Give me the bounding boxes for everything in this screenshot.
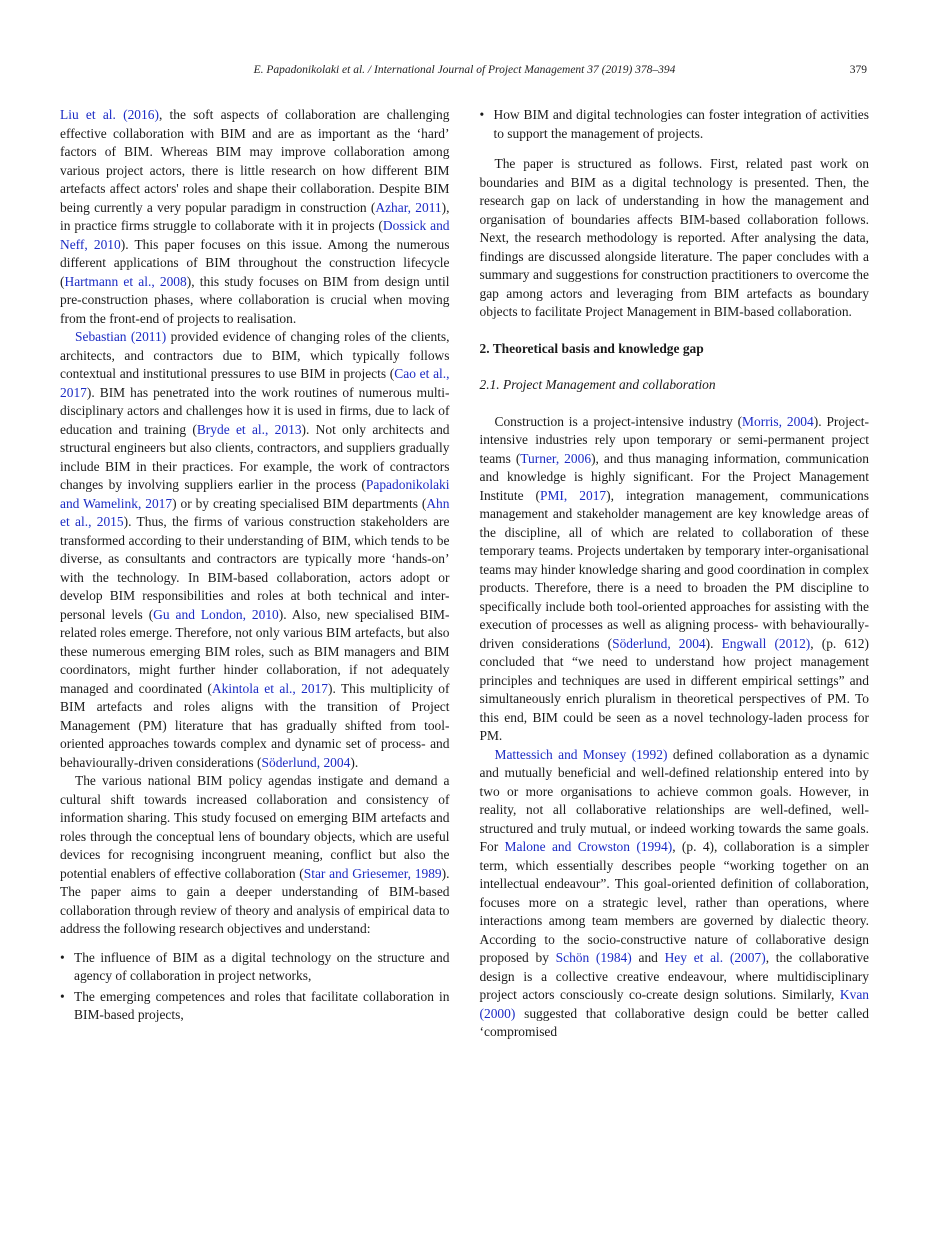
bullet-item (60, 988, 450, 1025)
citation-link[interactable]: PMI, 2017 (540, 487, 607, 503)
citation-link[interactable]: Sebastian (2011) (75, 329, 167, 344)
citation-link[interactable]: Ahn et al., 2015 (60, 495, 450, 529)
citation-link[interactable]: Dossick and Neff, 2010 (60, 218, 450, 252)
citation-link[interactable]: Gu and London, 2010 (153, 606, 279, 622)
text-run: , the collaborative design is a collective creative endeavour, where multidisciplinary project actors consciously co-create design solutions. Similarly, (479, 950, 870, 1002)
right-column (480, 106, 870, 1042)
paragraph (480, 155, 870, 322)
text-run: ), in practice firms struggle to collaborate with it in projects ( (60, 199, 450, 233)
citation-link[interactable]: Hey et al. (2007) (664, 950, 766, 965)
bullet-marker: • (479, 107, 485, 122)
text-run: ). The paper aims to gain a deeper understanding of BIM-based collaboration through review of theory and analysis of empirical data to address the following research objectives and understand: (60, 865, 450, 936)
paragraph (60, 106, 450, 328)
running-header (60, 64, 869, 76)
citation-link[interactable]: Liu et al. (2016) (60, 107, 159, 122)
text-run: ). Project-intensive industries rely upon temporary or semi-permanent project teams ( (479, 413, 869, 466)
citation-link[interactable]: Schön (1984) (555, 950, 632, 965)
text-run: and (631, 950, 665, 965)
text-run: ), integration management, communications management and stakeholder management are key knowledge areas of the discipline, all of which are related to collaboration of these temporary teams. Projects undertaken by temporary inter-organisational teams may hinder knowledge sharing and good coordination in complex products. Therefore, there is a need to broaden the PM discipline to specifically include both tool-oriented approaches for assisting with the execution of processes as well as aligning process- with behaviourally-driven considerations ( (479, 487, 869, 651)
journal-citation: E. Papadonikolaki et al. / International Journal of Project Management 37 (2019) 378–394 (253, 64, 676, 76)
text-run: , the soft aspects of collaboration are challenging effective collaboration with BIM and are as important as the ‘hard’ factors of BIM. Whereas BIM may improve collaboration among various project actors, there is little research on how different BIM artefacts affect actors' roles and shape their collaboration. Despite BIM being currently a very popular paradigm in construction ( (60, 107, 450, 215)
text-run: The paper is structured as follows. First, related past work on boundaries and BIM as a digital technology is presented. Then, the research gap on lack of understanding in how the management and organisation of boundaries affects BIM-based collaboration follows. Next, the research methodology is reported. After analysing the data, findings are discussed alongside literature. The paper concludes with a summary and suggestions for construction practitioners to overcome the gap among actors and leveraging from BIM artefacts as boundary objects to facilitate Project Management in BIM-based collaboration. (479, 156, 869, 319)
text-run: provided evidence of changing roles of the clients, architects, and contractors due to BIM, which typically follows contextual and institutional pressures to use BIM in projects ( (60, 329, 450, 381)
text-run: Construction is a project-intensive industry ( (494, 413, 743, 429)
citation-link[interactable]: Kvan (2000) (479, 987, 869, 1021)
page-number: 379 (849, 64, 867, 76)
citation-link[interactable]: Söderlund, 2004 (261, 754, 351, 770)
bullet-marker: • (60, 988, 65, 1004)
citation-link[interactable]: Akintola et al., 2017 (211, 680, 329, 696)
bullet-text (494, 106, 870, 143)
paragraph (60, 328, 450, 772)
text-run: ). This paper focuses on this issue. Among the numerous different applications of BIM throughout the construction lifecycle ( (60, 236, 450, 289)
bullet-text (74, 949, 450, 986)
text-run: ). (705, 635, 722, 651)
text-run: , (p. 612) concluded that “we need to understand how project management principles and techniques are used in different empirical settings” and simultaneously enrich pluralism in theoretical perspectives of PM. To this end, BIM could be seen as a novel technology-laden process for PM. (479, 635, 869, 743)
bullet-marker: • (60, 949, 65, 965)
paragraph (480, 746, 870, 1042)
bullet-text (74, 988, 450, 1025)
citation-link[interactable]: Morris, 2004 (742, 413, 814, 429)
citation-link[interactable]: Malone and Crowston (1994) (504, 839, 673, 854)
subsection-heading: 2.1. Project Management and collaboration (479, 377, 716, 392)
text-run: ). BIM has penetrated into the work routines of numerous multi-disciplinary actors and challenges how it is used in firms, due to lack of education and training ( (60, 384, 450, 437)
paragraph (60, 772, 450, 939)
text-run: ), this study focuses on BIM from design until pre-construction phases, where collaboration is crucial when moving from the front-end of projects to realisation. (60, 273, 450, 326)
left-column (60, 106, 450, 1042)
text-run: ) or by creating specialised BIM departments ( (172, 495, 427, 511)
text-run: ). This multiplicity of BIM artefacts and roles aligns with the transition of Project Management (PM) literature that has gradually shifted from tool-oriented approaches towards complex and dynamic set of process- and behaviourally-driven considerations ( (60, 680, 450, 770)
text-run: How BIM and digital technologies can foster integration of activities to support the management of projects. (493, 107, 869, 141)
text-run: ). (350, 754, 359, 770)
text-run: ). Not only architects and structural engineers but also clients, contractors, and suppliers gradually include BIM in their practices. For example, the work of contractors changes by involving suppliers earlier in the process ( (60, 421, 450, 492)
bullet-item (60, 949, 450, 986)
text-run: ), and thus managing information, communication and knowledge is highly significant. For the Project Management Institute ( (479, 450, 869, 503)
citation-link[interactable]: Cao et al., 2017 (60, 366, 450, 400)
citation-link[interactable]: Engwall (2012) (721, 635, 811, 651)
citation-link[interactable]: Turner, 2006 (520, 450, 592, 466)
bullet-item (480, 106, 870, 143)
text-run: , (p. 4), collaboration is a simpler term, which essentially describes people “working together on an intellectual endeavour”. This goal-oriented definition of collaboration, focuses more on a strategic level, rather than operations, where interactions among team members are governed by dialectic theory. According to the socio-constructive nature of collaborative design proposed by (479, 839, 869, 965)
text-run: The various national BIM policy agendas instigate and demand a cultural shift towards increased collaboration and consistency of information sharing. This study focused on emerging BIM artefacts and roles through the conceptual lens of boundary objects, which are useful devices for recognising incongruent meaning, conflict but also the potential enablers of effective collaboration ( (60, 773, 450, 881)
text-run: defined collaboration as a dynamic and mutually beneficial and well-defined relationship entered into by two or more organisations to achieve common goals. However, in reality, not all collaborative relationships are well-defined, well-structured and truly mutual, or indeed working towards the same goals. For (479, 746, 869, 854)
text-run: The emerging competences and roles that facilitate collaboration in BIM-based projects, (74, 988, 450, 1022)
citation-link[interactable]: Hartmann et al., 2008 (64, 273, 187, 289)
section-heading: 2. Theoretical basis and knowledge gap (479, 340, 704, 356)
two-column-body (60, 106, 869, 1042)
text-run: The influence of BIM as a digital technology on the structure and agency of collaboration in project networks, (74, 949, 450, 983)
text-run: ). Also, new specialised BIM-related roles emerge. Therefore, not only various BIM artefacts, but also these numerous emerging BIM roles, such as BIM managers and BIM coordinators, might further hinder collaboration, if not adequately managed and coordinated ( (60, 606, 450, 696)
citation-link[interactable]: Söderlund, 2004 (612, 635, 706, 651)
citation-link[interactable]: Azhar, 2011 (375, 199, 442, 215)
citation-link[interactable]: Bryde et al., 2013 (196, 421, 302, 437)
paragraph (480, 413, 870, 746)
text-run: ). Thus, the firms of various construction stakeholders are transformed according to their understanding of BIM, which tends to be diverse, as consultants and contractors are typically more ‘hands-on’ with the technology. In BIM-based collaboration, actors adopt or develop BIM responsibilities and roles at both technical and inter-personal levels ( (60, 514, 450, 622)
citation-link[interactable]: Mattessich and Monsey (1992) (494, 746, 668, 762)
citation-link[interactable]: Papadonikolaki and Wamelink, 2017 (60, 477, 450, 511)
text-run: suggested that collaborative design could be better called ‘compromised (479, 1005, 869, 1039)
citation-link[interactable]: Star and Griesemer, 1989 (303, 865, 442, 881)
